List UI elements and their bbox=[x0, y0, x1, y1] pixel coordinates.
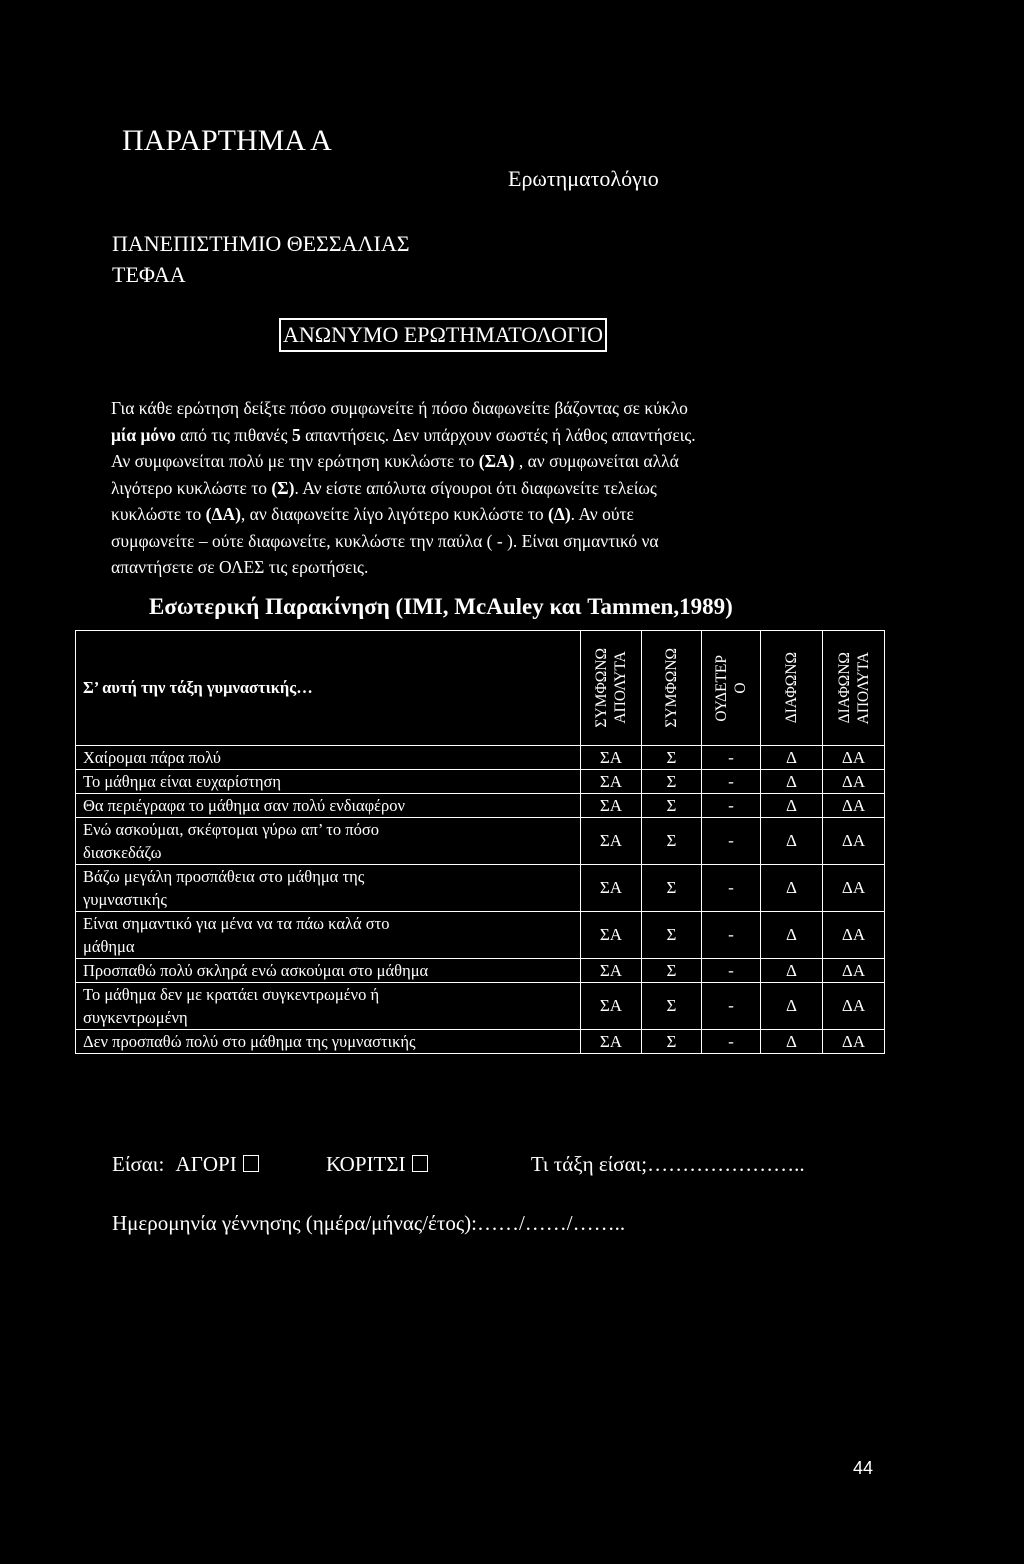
instructions-text: απαντήσεις. Δεν υπάρχουν σωστές ή λάθος απαντήσεις. bbox=[300, 424, 696, 445]
table-row bbox=[76, 818, 885, 865]
gender-line bbox=[112, 1152, 805, 1177]
answer-option[interactable]: Σ bbox=[642, 983, 702, 1030]
answer-option[interactable]: - bbox=[702, 865, 761, 912]
statement-text: γυμναστικής bbox=[83, 890, 167, 909]
statement-text: Θα περιέγραφα το μάθημα σαν πολύ ενδιαφέρον bbox=[83, 796, 405, 815]
answer-option[interactable]: ΣΑ bbox=[581, 959, 642, 983]
instructions-line bbox=[111, 528, 901, 555]
answer-option[interactable]: Δ bbox=[761, 1030, 823, 1054]
question-stem: Σ’ αυτή την τάξη γυμναστικής… bbox=[76, 631, 581, 746]
statement-cell bbox=[76, 912, 581, 959]
statement-text: μάθημα bbox=[83, 937, 135, 956]
instructions-line bbox=[111, 395, 901, 422]
column-header-agree bbox=[642, 631, 702, 746]
questionnaire-table bbox=[75, 630, 885, 1054]
answer-option[interactable]: ΔΑ bbox=[823, 746, 885, 770]
statement-text: Είναι σημαντικό για μένα να τα πάω καλά στο bbox=[83, 914, 390, 933]
answer-option[interactable]: ΔΑ bbox=[823, 912, 885, 959]
statement-text: συγκεντρωμένη bbox=[83, 1008, 188, 1027]
instructions-line bbox=[111, 554, 901, 581]
answer-option[interactable]: Σ bbox=[642, 746, 702, 770]
table-row bbox=[76, 794, 885, 818]
emphasis-text: (ΣΑ) bbox=[478, 451, 515, 471]
statement-text: Ενώ ασκούμαι, σκέφτομαι γύρω απ’ το πόσο bbox=[83, 820, 379, 839]
answer-option[interactable]: Σ bbox=[642, 770, 702, 794]
statement-cell bbox=[76, 959, 581, 983]
department-name: ΤΕΦΑΑ bbox=[112, 262, 186, 287]
answer-option[interactable]: Δ bbox=[761, 865, 823, 912]
table-row bbox=[76, 746, 885, 770]
answer-option[interactable]: ΣΑ bbox=[581, 794, 642, 818]
answer-option[interactable]: Σ bbox=[642, 959, 702, 983]
answer-option[interactable]: Σ bbox=[642, 912, 702, 959]
answer-option[interactable]: - bbox=[702, 818, 761, 865]
answer-option[interactable]: - bbox=[702, 746, 761, 770]
page-number: 44 bbox=[853, 1458, 874, 1478]
answer-option[interactable]: Σ bbox=[642, 818, 702, 865]
emphasis-text: (Σ) bbox=[271, 477, 295, 498]
column-header-disagree bbox=[761, 631, 823, 746]
answer-option[interactable]: - bbox=[702, 959, 761, 983]
answer-option[interactable]: Δ bbox=[761, 746, 823, 770]
answer-option[interactable]: ΔΑ bbox=[823, 983, 885, 1030]
answer-option[interactable]: ΔΑ bbox=[823, 1030, 885, 1054]
answer-option[interactable]: Σ bbox=[642, 865, 702, 912]
statement-text: διασκεδάζω bbox=[83, 843, 162, 862]
answer-option[interactable]: ΣΑ bbox=[581, 770, 642, 794]
statement-text: Προσπαθώ πολύ σκληρά ενώ ασκούμαι στο μάθημα bbox=[83, 961, 429, 980]
table-row bbox=[76, 959, 885, 983]
instructions-text: Για κάθε ερώτηση δείξτε πόσο συμφωνείτε ή πόσο διαφωνείτε βάζοντας σε κύκλο bbox=[111, 398, 688, 418]
answer-option[interactable]: Δ bbox=[761, 770, 823, 794]
answer-option[interactable]: Δ bbox=[761, 794, 823, 818]
answer-option[interactable]: - bbox=[702, 794, 761, 818]
header-line: ΟΥΔΕΤΕΡ bbox=[713, 654, 730, 722]
answer-option[interactable]: ΔΑ bbox=[823, 794, 885, 818]
instructions-text: κυκλώστε το bbox=[111, 504, 206, 524]
instructions-line bbox=[111, 501, 901, 528]
header-line: ΔΙΑΦΩΝΩ bbox=[783, 652, 800, 724]
statement-text: Χαίρομαι πάρα πολύ bbox=[83, 748, 221, 767]
answer-option[interactable]: Δ bbox=[761, 959, 823, 983]
answer-option[interactable]: ΔΑ bbox=[823, 959, 885, 983]
girl-label: ΚΟΡΙΤΣΙ bbox=[325, 1152, 406, 1176]
table-row bbox=[76, 912, 885, 959]
statement-cell bbox=[76, 1030, 581, 1054]
instructions-text: . Αν ούτε bbox=[570, 504, 634, 524]
statement-cell bbox=[76, 746, 581, 770]
instructions-text: . Αν είστε απόλυτα σίγουροι ότι διαφωνείτε τελείως bbox=[294, 477, 657, 498]
statement-text: Δεν προσπαθώ πολύ στο μάθημα της γυμναστικής bbox=[83, 1032, 416, 1051]
answer-option[interactable]: - bbox=[702, 983, 761, 1030]
class-question[interactable]: Τι τάξη είσαι;………………….. bbox=[530, 1152, 805, 1176]
answer-option[interactable]: ΔΑ bbox=[823, 818, 885, 865]
header-line: ΑΠΟΛΥΤΑ bbox=[612, 651, 629, 725]
answer-option[interactable]: ΣΑ bbox=[581, 818, 642, 865]
answer-option[interactable]: ΣΑ bbox=[581, 983, 642, 1030]
answer-option[interactable]: ΔΑ bbox=[823, 865, 885, 912]
statement-cell bbox=[76, 818, 581, 865]
birth-date-field[interactable]: Ημερομηνία γέννησης (ημέρα/μήνας/έτος):……/……/…….. bbox=[112, 1211, 626, 1235]
answer-option[interactable]: ΔΑ bbox=[823, 770, 885, 794]
answer-option[interactable]: - bbox=[702, 912, 761, 959]
statement-text: Το μάθημα είναι ευχαρίστηση bbox=[83, 772, 282, 791]
section-title: Εσωτερική Παρακίνηση (IMI, McAuley και Tammen,1989) bbox=[149, 594, 733, 619]
instructions-line bbox=[111, 448, 901, 475]
table-row bbox=[76, 1030, 885, 1054]
instructions-text: συμφωνείτε – ούτε διαφωνείτε, κυκλώστε την παύλα ( - ). Είναι σημαντικό να bbox=[111, 530, 659, 551]
anonymous-questionnaire-title: ΑΝΩΝΥΜΟ ΕΡΩΤΗΜΑΤΟΛΟΓΙΟ bbox=[279, 318, 607, 352]
answer-option[interactable]: - bbox=[702, 1030, 761, 1054]
instructions-text: απαντήσετε σε ΟΛΕΣ τις ερωτήσεις. bbox=[111, 557, 369, 577]
header-line: ΑΠΟΛΥΤΑ bbox=[854, 651, 872, 725]
emphasis-text: (Δ) bbox=[548, 504, 571, 524]
header-line: ΣΥΜΦΩΝΩ bbox=[663, 648, 680, 728]
column-header-strongly-agree bbox=[581, 631, 642, 746]
instructions-text: , αν διαφωνείτε λίγο λιγότερο κυκλώστε το bbox=[240, 504, 549, 524]
instructions-text: , αν συμφωνείται αλλά bbox=[514, 451, 679, 471]
instructions-line bbox=[111, 475, 901, 502]
emphasis-text: μία μόνο bbox=[111, 424, 176, 445]
are-you-label: Είσαι: bbox=[112, 1152, 165, 1176]
table-header-row bbox=[76, 631, 885, 746]
column-header-neutral bbox=[702, 631, 761, 746]
header-line: ΣΥΜΦΩΝΩ bbox=[593, 648, 610, 728]
statement-text: Βάζω μεγάλη προσπάθεια στο μάθημα της bbox=[83, 867, 365, 886]
instructions-text: από τις πιθανές bbox=[175, 424, 292, 445]
answer-option[interactable]: ΣΑ bbox=[581, 1030, 642, 1054]
answer-option[interactable]: ΣΑ bbox=[581, 912, 642, 959]
header-line: ΔΙΑΦΩΝΩ bbox=[835, 652, 853, 724]
answer-option[interactable]: Δ bbox=[761, 912, 823, 959]
instructions-text: λιγότερο κυκλώστε το bbox=[111, 477, 272, 498]
university-name: ΠΑΝΕΠΙΣΤΗΜΙΟ ΘΕΣΣΑΛΙΑΣ bbox=[112, 231, 410, 256]
answer-option[interactable]: ΣΑ bbox=[581, 746, 642, 770]
statement-cell bbox=[76, 983, 581, 1030]
answer-option[interactable]: Δ bbox=[761, 818, 823, 865]
instructions-line bbox=[111, 422, 901, 449]
table-row bbox=[76, 983, 885, 1030]
document-type: Ερωτηματολόγιο bbox=[508, 166, 659, 191]
appendix-title: ΠΑΡΑΡΤΗΜΑ Α bbox=[122, 124, 332, 157]
answer-option[interactable]: Δ bbox=[761, 983, 823, 1030]
girl-checkbox[interactable] bbox=[412, 1155, 428, 1172]
statement-cell bbox=[76, 770, 581, 794]
boy-label: ΑΓΟΡΙ bbox=[175, 1152, 237, 1176]
answer-option[interactable]: Σ bbox=[642, 794, 702, 818]
instructions-text: Αν συμφωνείται πολύ με την ερώτηση κυκλώστε το bbox=[111, 451, 479, 471]
statement-cell bbox=[76, 865, 581, 912]
column-header-strongly-disagree bbox=[823, 631, 885, 746]
table-body bbox=[76, 746, 885, 1054]
table-row bbox=[76, 770, 885, 794]
emphasis-text: (ΔΑ) bbox=[205, 504, 241, 524]
table-row bbox=[76, 865, 885, 912]
statement-cell bbox=[76, 794, 581, 818]
header-line: Ο bbox=[732, 682, 749, 694]
boy-checkbox[interactable] bbox=[243, 1155, 259, 1172]
answer-option[interactable]: ΣΑ bbox=[581, 865, 642, 912]
statement-text: Το μάθημα δεν με κρατάει συγκεντρωμένο ή bbox=[83, 985, 380, 1004]
emphasis-text: 5 bbox=[291, 424, 301, 445]
instructions bbox=[111, 395, 901, 581]
answer-option[interactable]: - bbox=[702, 770, 761, 794]
answer-option[interactable]: Σ bbox=[642, 1030, 702, 1054]
